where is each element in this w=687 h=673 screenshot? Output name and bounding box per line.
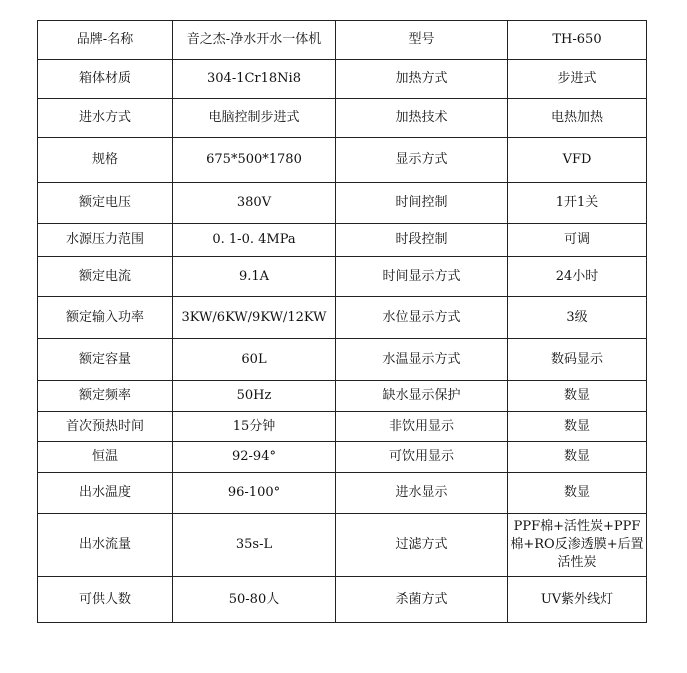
spec-label: 加热技术 bbox=[336, 99, 508, 138]
table-row bbox=[38, 577, 647, 623]
spec-label: 水温显示方式 bbox=[336, 339, 508, 381]
table-row bbox=[38, 412, 647, 442]
spec-label: 额定输入功率 bbox=[38, 297, 173, 339]
spec-value: 数码显示 bbox=[508, 339, 647, 381]
spec-value: 1开1关 bbox=[508, 183, 647, 224]
spec-label: 型号 bbox=[336, 21, 508, 60]
spec-value: 电脑控制步进式 bbox=[173, 99, 336, 138]
spec-label: 过滤方式 bbox=[336, 514, 508, 577]
spec-label: 可饮用显示 bbox=[336, 442, 508, 473]
spec-label: 杀菌方式 bbox=[336, 577, 508, 623]
spec-value: 50Hz bbox=[173, 381, 336, 412]
spec-value: 数显 bbox=[508, 442, 647, 473]
spec-label: 额定电流 bbox=[38, 257, 173, 297]
spec-value: 数显 bbox=[508, 412, 647, 442]
table-row bbox=[38, 183, 647, 224]
table-row bbox=[38, 99, 647, 138]
table-row bbox=[38, 297, 647, 339]
spec-label: 时间控制 bbox=[336, 183, 508, 224]
spec-value: 60L bbox=[173, 339, 336, 381]
spec-label: 进水方式 bbox=[38, 99, 173, 138]
spec-label: 加热方式 bbox=[336, 60, 508, 99]
spec-label: 品牌-名称 bbox=[38, 21, 173, 60]
spec-value: 电热加热 bbox=[508, 99, 647, 138]
spec-label: 恒温 bbox=[38, 442, 173, 473]
spec-value: UV紫外线灯 bbox=[508, 577, 647, 623]
spec-value: 可调 bbox=[508, 224, 647, 257]
spec-value: 304-1Cr18Ni8 bbox=[173, 60, 336, 99]
spec-value: 步进式 bbox=[508, 60, 647, 99]
spec-value: VFD bbox=[508, 138, 647, 183]
spec-value: 3级 bbox=[508, 297, 647, 339]
spec-value: 96-100° bbox=[173, 473, 336, 514]
spec-value: 音之杰-净水开水一体机 bbox=[173, 21, 336, 60]
table-row bbox=[38, 60, 647, 99]
spec-value: 92-94° bbox=[173, 442, 336, 473]
spec-label: 非饮用显示 bbox=[336, 412, 508, 442]
table-row bbox=[38, 138, 647, 183]
spec-table bbox=[37, 20, 647, 623]
spec-value: 35s-L bbox=[173, 514, 336, 577]
table-row bbox=[38, 224, 647, 257]
spec-label: 显示方式 bbox=[336, 138, 508, 183]
spec-value: 9.1A bbox=[173, 257, 336, 297]
spec-label: 时间显示方式 bbox=[336, 257, 508, 297]
spec-label: 额定电压 bbox=[38, 183, 173, 224]
spec-value: 3KW/6KW/9KW/12KW bbox=[173, 297, 336, 339]
table-row bbox=[38, 442, 647, 473]
spec-label: 水位显示方式 bbox=[336, 297, 508, 339]
spec-label: 可供人数 bbox=[38, 577, 173, 623]
table-row bbox=[38, 514, 647, 577]
spec-label: 箱体材质 bbox=[38, 60, 173, 99]
spec-label: 额定容量 bbox=[38, 339, 173, 381]
spec-label: 额定频率 bbox=[38, 381, 173, 412]
spec-label: 进水显示 bbox=[336, 473, 508, 514]
spec-label: 规格 bbox=[38, 138, 173, 183]
spec-label: 出水温度 bbox=[38, 473, 173, 514]
spec-value: 50-80人 bbox=[173, 577, 336, 623]
spec-value: 24小时 bbox=[508, 257, 647, 297]
spec-label: 缺水显示保护 bbox=[336, 381, 508, 412]
table-row bbox=[38, 473, 647, 514]
spec-label: 首次预热时间 bbox=[38, 412, 173, 442]
table-row bbox=[38, 339, 647, 381]
spec-value: 数显 bbox=[508, 473, 647, 514]
spec-value: 380V bbox=[173, 183, 336, 224]
spec-value: TH-650 bbox=[508, 21, 647, 60]
table-row bbox=[38, 257, 647, 297]
spec-value: PPF棉+活性炭+PPF棉+RO反渗透膜+后置活性炭 bbox=[508, 514, 647, 577]
spec-value: 15分钟 bbox=[173, 412, 336, 442]
spec-value: 675*500*1780 bbox=[173, 138, 336, 183]
spec-label: 时段控制 bbox=[336, 224, 508, 257]
spec-value: 0. 1-0. 4MPa bbox=[173, 224, 336, 257]
spec-value: 数显 bbox=[508, 381, 647, 412]
table-row bbox=[38, 381, 647, 412]
spec-label: 水源压力范围 bbox=[38, 224, 173, 257]
spec-label: 出水流量 bbox=[38, 514, 173, 577]
table-row bbox=[38, 21, 647, 60]
